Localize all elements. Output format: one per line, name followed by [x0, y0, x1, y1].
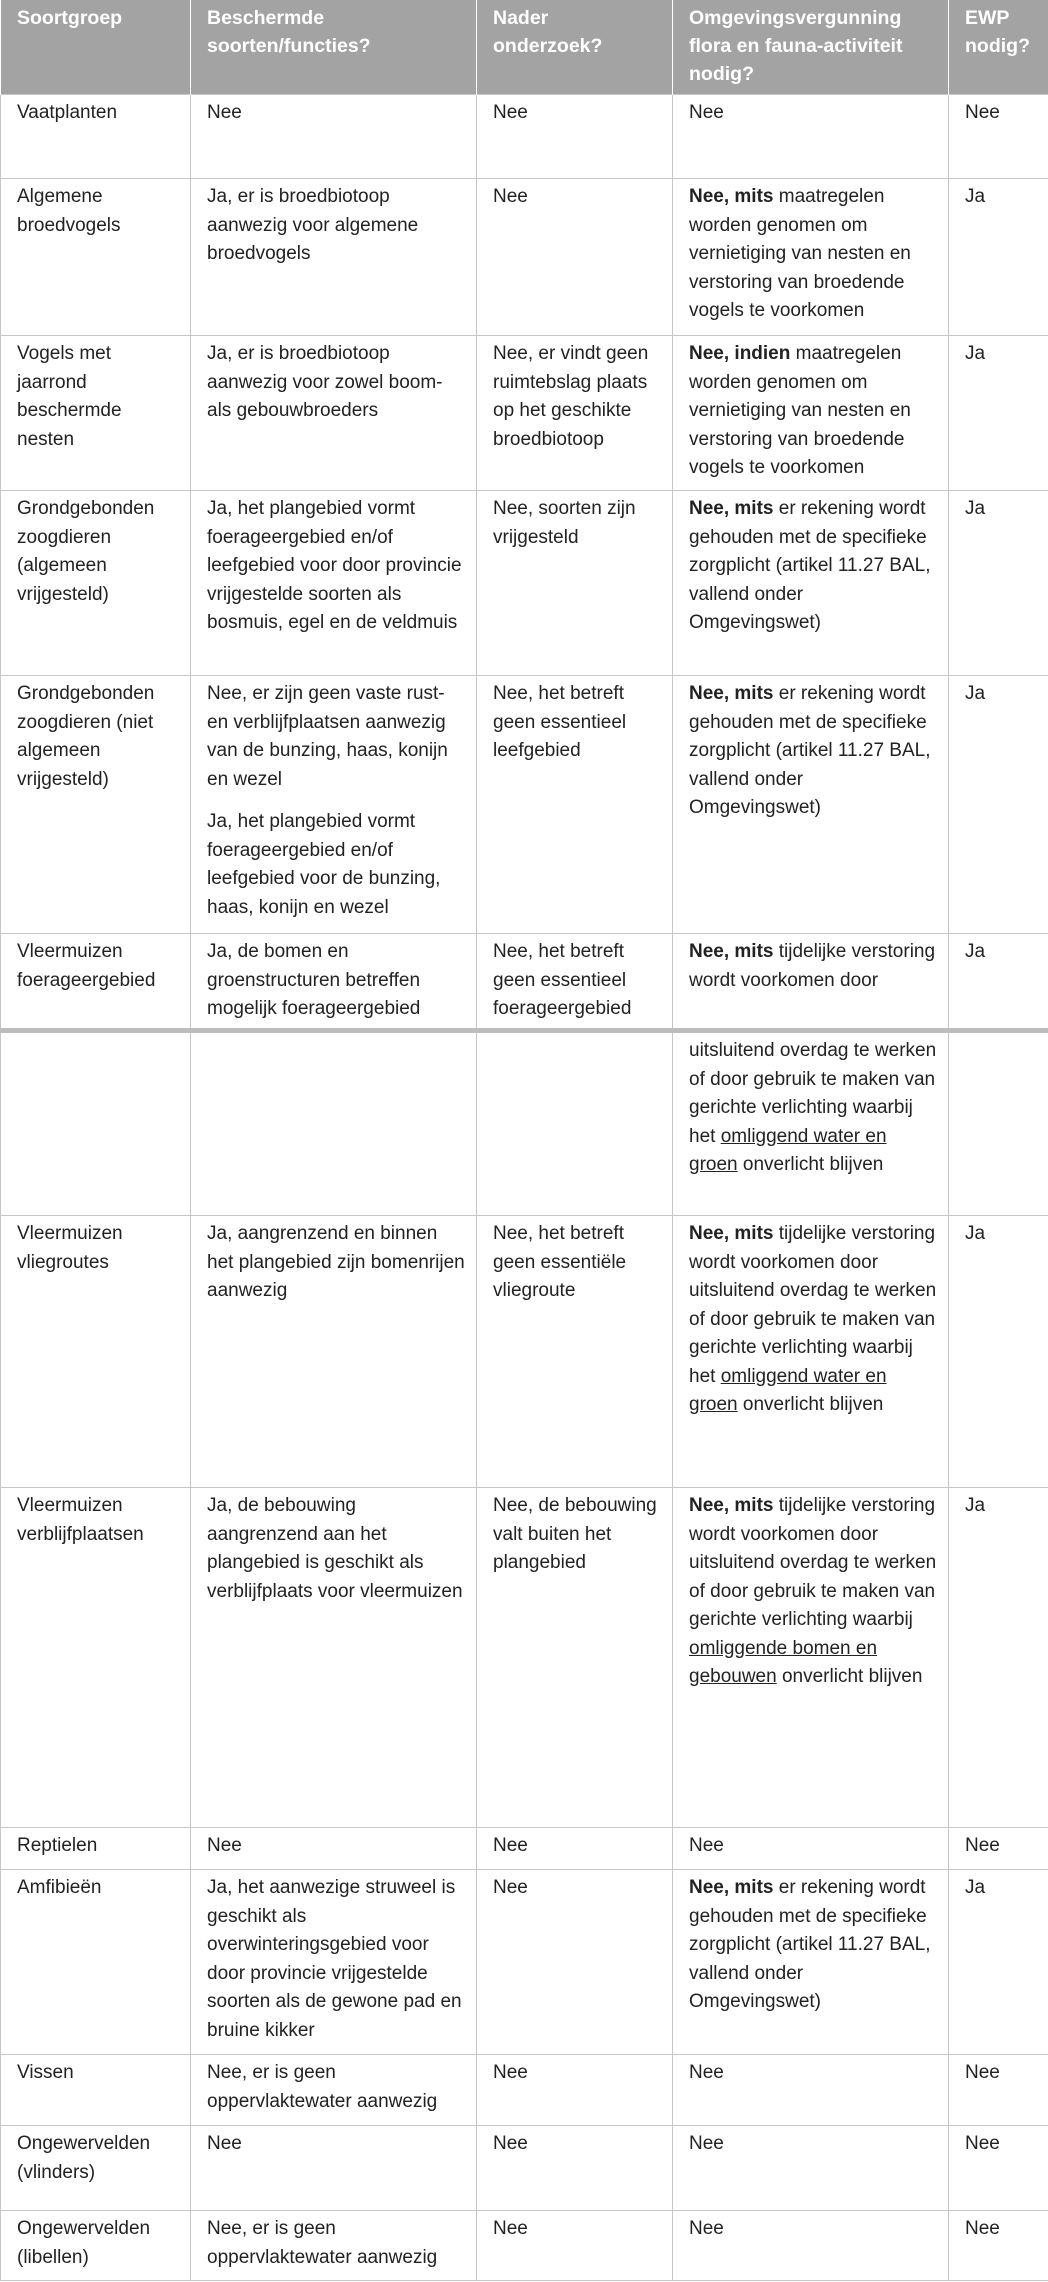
table-row: [1, 336, 1048, 491]
cell-vergunning: [673, 1828, 949, 1870]
permit-text: uitsluitend overdag te werken of door gebruik te maken van gerichte verlichting waarbij het: [689, 1040, 937, 1147]
cell-soortgroep: Vogels met jaarrond beschermde nesten: [1, 336, 191, 491]
cell-soortgroep: Vleermuizen foerageergebied: [1, 934, 191, 1031]
table-row: [1, 2211, 1048, 2281]
cell-onderzoek: Nee: [477, 1828, 673, 1870]
cell-ewp: Nee: [949, 2211, 1048, 2281]
permit-bold: Nee, mits: [689, 941, 774, 962]
cell-ewp: Ja: [949, 1870, 1048, 2055]
cell-ewp: Ja: [949, 1216, 1048, 1488]
permit-bold: Nee, mits: [689, 498, 774, 519]
cell-vergunning: [673, 179, 949, 336]
cell-ewp: Ja: [949, 336, 1048, 491]
cell-soortgroep: Ongewervelden (vlinders): [1, 2126, 191, 2211]
cell-beschermde: [191, 491, 477, 676]
cell-beschermde: [191, 1488, 477, 1828]
permit-text: maatregelen worden genomen om vernietiging van nesten en verstoring van broedende vogels te voorkomen: [689, 186, 911, 321]
cell-ewp: Ja: [949, 676, 1048, 934]
cell-beschermde: [191, 95, 477, 179]
cell-vergunning: [673, 1216, 949, 1488]
cell-text: Ja, er is broedbiotoop aanwezig voor algemene broedvogels: [207, 186, 419, 264]
header-omgevingsvergunning: Omgevingsvergunning flora en fauna-activiteit nodig?: [673, 0, 949, 95]
permit-text: tijdelijke verstoring wordt voorkomen door uitsluitend overdag te werken of door gebruik te maken van gerichte verlichting waarbij het: [689, 1223, 937, 1387]
cell-text: Nee: [207, 2133, 242, 2154]
header-beschermde-soorten: Beschermde soorten/functies?: [191, 0, 477, 95]
permit-after: onverlicht blijven: [737, 1154, 884, 1175]
header-row: [1, 0, 1048, 95]
cell-onderzoek: [477, 1031, 673, 1216]
cell-vergunning: [673, 676, 949, 934]
cell-beschermde: [191, 676, 477, 934]
permit-bold: Nee, mits: [689, 1877, 774, 1898]
table-row: [1, 1828, 1048, 1870]
permit-underline: omliggend water en groen: [689, 1125, 887, 1175]
cell-text: Ja, de bomen en groenstructuren betreffen mogelijk foerageergebied: [207, 941, 421, 1019]
cell-beschermde: [191, 2211, 477, 2281]
permit-text: Nee: [689, 2218, 724, 2239]
cell-soortgroep: Vissen: [1, 2055, 191, 2126]
cell-vergunning: [673, 2055, 949, 2126]
permit-after: onverlicht blijven: [776, 1666, 923, 1687]
cell-text: Nee: [207, 1835, 242, 1856]
cell-beschermde: [191, 2126, 477, 2211]
cell-text: Ja, het plangebied vormt foerageergebied en/of leefgebied voor de bunzing, haas, konijn en wezel: [207, 811, 441, 918]
cell-soortgroep: Vaatplanten: [1, 95, 191, 179]
cell-text: Nee: [207, 102, 242, 123]
cell-ewp: Nee: [949, 95, 1048, 179]
cell-text: Ja, er is broedbiotoop aanwezig voor zowel boom- als gebouwbroeders: [207, 343, 443, 421]
permit-underline: omliggende bomen en gebouwen: [689, 1637, 878, 1687]
cell-beschermde: [191, 1828, 477, 1870]
cell-onderzoek: Nee: [477, 2126, 673, 2211]
permit-bold: Nee, mits: [689, 683, 774, 704]
cell-soortgroep: Vleermuizen verblijfplaatsen: [1, 1488, 191, 1828]
cell-soortgroep: Grondgebonden zoogdieren (niet algemeen vrijgesteld): [1, 676, 191, 934]
table-row: [1, 491, 1048, 676]
permit-text: Nee: [689, 2133, 724, 2154]
cell-beschermde: [191, 934, 477, 1031]
cell-vergunning: [673, 1870, 949, 2055]
table-row: [1, 179, 1048, 336]
table-row: [1, 1488, 1048, 1828]
cell-soortgroep: Algemene broedvogels: [1, 179, 191, 336]
cell-soortgroep: Vleermuizen vliegroutes: [1, 1216, 191, 1488]
cell-vergunning: [673, 2126, 949, 2211]
cell-onderzoek: Nee: [477, 95, 673, 179]
cell-onderzoek: Nee: [477, 2211, 673, 2281]
cell-soortgroep: [1, 1031, 191, 1216]
cell-onderzoek: Nee, de bebouwing valt buiten het plangebied: [477, 1488, 673, 1828]
cell-vergunning: [673, 491, 949, 676]
table-row: [1, 2055, 1048, 2126]
permit-text: tijdelijke verstoring wordt voorkomen door uitsluitend overdag te werken of door gebruik te maken van gerichte verlichting waarbij: [689, 1495, 937, 1630]
cell-onderzoek: Nee, er vindt geen ruimtebslag plaats op het geschikte broedbiotoop: [477, 336, 673, 491]
permit-after: onverlicht blijven: [737, 1394, 884, 1415]
cell-beschermde: [191, 2055, 477, 2126]
cell-vergunning: [673, 1488, 949, 1828]
permit-bold: Nee, mits: [689, 1495, 774, 1516]
cell-beschermde: [191, 1031, 477, 1216]
cell-vergunning: [673, 934, 949, 1031]
permit-bold: Nee, mits: [689, 186, 774, 207]
cell-ewp: Ja: [949, 1488, 1048, 1828]
table-row: [1, 1031, 1048, 1216]
cell-onderzoek: Nee, soorten zijn vrijgesteld: [477, 491, 673, 676]
cell-soortgroep: Ongewervelden (libellen): [1, 2211, 191, 2281]
permit-text: Nee: [689, 2062, 724, 2083]
cell-ewp: Ja: [949, 491, 1048, 676]
cell-soortgroep: Reptielen: [1, 1828, 191, 1870]
cell-soortgroep: Amfibieën: [1, 1870, 191, 2055]
cell-text: Ja, aangrenzend en binnen het plangebied zijn bomenrijen aanwezig: [207, 1223, 465, 1301]
permit-bold: Nee, mits: [689, 1223, 774, 1244]
permit-text: maatregelen worden genomen om vernietiging van nesten en verstoring van broedende vogels te voorkomen: [689, 343, 911, 478]
table-row: [1, 934, 1048, 1031]
cell-onderzoek: Nee, het betreft geen essentiële vliegroute: [477, 1216, 673, 1488]
cell-beschermde: [191, 1870, 477, 2055]
permit-text: er rekening wordt gehouden met de specifieke zorgplicht (artikel 11.27 BAL, vallend onder Omgevingswet): [689, 1877, 931, 2012]
cell-onderzoek: Nee, het betreft geen essentieel leefgebied: [477, 676, 673, 934]
cell-vergunning: [673, 336, 949, 491]
cell-beschermde: [191, 179, 477, 336]
table-row: [1, 95, 1048, 179]
cell-text: Nee, er zijn geen vaste rust- en verblijfplaatsen aanwezig van de bunzing, haas, konijn en wezel: [207, 683, 448, 790]
permit-text: er rekening wordt gehouden met de specifieke zorgplicht (artikel 11.27 BAL, vallend onder Omgevingswet): [689, 498, 931, 633]
table-row: [1, 1216, 1048, 1488]
cell-text: Ja, het aanwezige struweel is geschikt als overwinteringsgebied voor door provincie vrijgestelde soorten als de gewone pad en bruine kikker: [207, 1877, 462, 2041]
permit-text: Nee: [689, 102, 724, 123]
header-soortgroep: Soortgroep: [1, 0, 191, 95]
table-row: [1, 2126, 1048, 2211]
cell-beschermde: [191, 336, 477, 491]
cell-ewp: Nee: [949, 2055, 1048, 2126]
cell-text: Ja, de bebouwing aangrenzend aan het plangebied is geschikt als verblijfplaats voor vleermuizen: [207, 1495, 463, 1602]
cell-vergunning: [673, 1031, 949, 1216]
cell-onderzoek: Nee: [477, 2055, 673, 2126]
header-nader-onderzoek: Nader onderzoek?: [477, 0, 673, 95]
cell-ewp: Ja: [949, 934, 1048, 1031]
cell-onderzoek: Nee: [477, 1870, 673, 2055]
permit-text: er rekening wordt gehouden met de specifieke zorgplicht (artikel 11.27 BAL, vallend onder Omgevingswet): [689, 683, 931, 818]
table-row: [1, 676, 1048, 934]
cell-soortgroep: Grondgebonden zoogdieren (algemeen vrijgesteld): [1, 491, 191, 676]
cell-vergunning: [673, 95, 949, 179]
permit-text: tijdelijke verstoring wordt voorkomen door: [689, 941, 936, 991]
cell-text: Nee, er is geen oppervlaktewater aanwezig: [207, 2218, 438, 2268]
permit-text: Nee: [689, 1835, 724, 1856]
cell-ewp: [949, 1031, 1048, 1216]
permit-bold: Nee, indien: [689, 343, 791, 364]
cell-ewp: Nee: [949, 2126, 1048, 2211]
permit-underline: omliggend water en groen: [689, 1365, 887, 1415]
cell-beschermde: [191, 1216, 477, 1488]
cell-onderzoek: Nee, het betreft geen essentieel foerageergebied: [477, 934, 673, 1031]
cell-ewp: Ja: [949, 179, 1048, 336]
cell-text: Nee, er is geen oppervlaktewater aanwezig: [207, 2062, 438, 2112]
table-row: [1, 1870, 1048, 2055]
cell-text: Ja, het plangebied vormt foerageergebied en/of leefgebied voor door provincie vrijgestelde soorten als bosmuis, egel en de veldmuis: [207, 498, 462, 633]
cell-onderzoek: Nee: [477, 179, 673, 336]
cell-vergunning: [673, 2211, 949, 2281]
header-ewp: EWP nodig?: [949, 0, 1048, 95]
cell-ewp: Nee: [949, 1828, 1048, 1870]
